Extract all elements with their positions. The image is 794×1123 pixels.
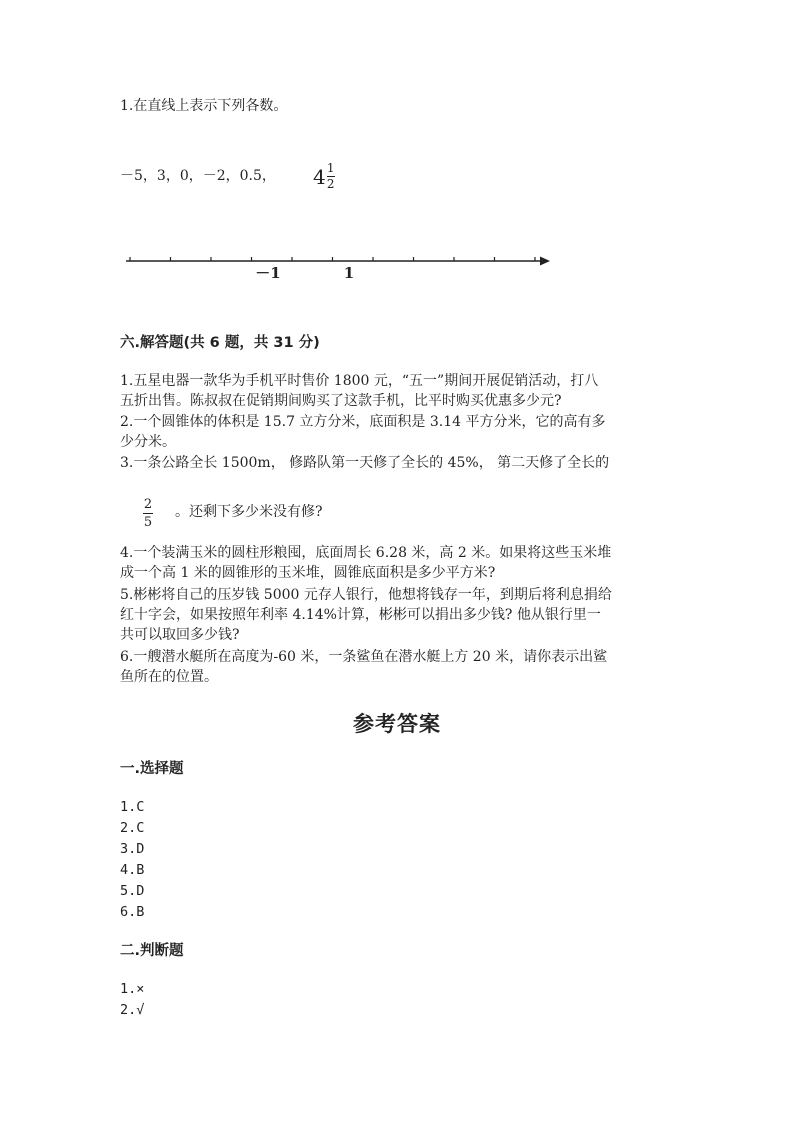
s6-q3-line1: 3.一条公路全长 1500m， 修路队第一天修了全长的 45%， 第二天修了全长的 — [120, 455, 610, 471]
axis-label-1: 1 — [343, 264, 355, 282]
answer-item: 5.D — [120, 883, 145, 899]
s6-q5-line1: 5.彬彬将自己的压岁钱 5000 元存人银行，他想将钱存一年，到期后将利息捐给 — [120, 587, 612, 603]
s6-q4-line2: 成一个高 1 米的圆锥形的玉米堆，圆锥底面积是多少平方米? — [120, 565, 496, 581]
s6-q2 — [120, 412, 606, 452]
answer-item: 1.× — [120, 981, 145, 997]
section6-heading: 六.解答题(共 6 题，共 31 分) — [120, 335, 320, 351]
s6-q1 — [120, 371, 598, 411]
s6-q6-line1: 6.一艘潜水艇所在高度为-60 米，一条鲨鱼在潜水艇上方 20 米，请你表示出鲨 — [120, 649, 608, 665]
answers-section1-heading: 一.选择题 — [120, 761, 184, 777]
number-line-arrow — [540, 257, 550, 266]
answers-title: 参考答案 — [353, 712, 441, 736]
s6-q6-line2: 鱼所在的位置。 — [120, 669, 218, 685]
axis-label-neg1: －1 — [255, 264, 281, 282]
s6-q5-line3: 共可以取回多少钱? — [120, 627, 240, 643]
mixed-denominator: 2 — [326, 177, 335, 191]
s6-q3-line2: 。还剩下多少米没有修? — [175, 504, 323, 520]
answer-item: 6.B — [120, 904, 145, 920]
q3-numerator: 2 — [143, 497, 153, 512]
mixed-whole: 4 — [313, 164, 326, 189]
answers-section2-heading: 二.判断题 — [120, 943, 184, 959]
answers-section2-list — [120, 979, 144, 1021]
s6-q6 — [120, 647, 607, 687]
answer-item: 1.C — [120, 799, 145, 815]
q1-numbers: －5，3，0，－2，0.5， — [120, 168, 276, 184]
s6-q5-line2: 红十字会，如果按照年利率 4.14%计算，彬彬可以捐出多少钱? 他从银行里一 — [120, 607, 601, 623]
mixed-numerator: 1 — [326, 161, 335, 175]
s6-q2-line1: 2.一个圆锥体的体积是 15.7 立方分米，底面积是 3.14 平方分米，它的高有多 — [120, 414, 606, 430]
s6-q1-line2: 五折出售。陈叔叔在促销期间购买了这款手机，比平时购买优惠多少元? — [120, 393, 562, 409]
answer-item: 2.√ — [120, 1002, 145, 1018]
s6-q4-line1: 4.一个装满玉米的圆柱形粮囤，底面周长 6.28 米，高 2 米。如果将这些玉米堆 — [120, 545, 612, 561]
s6-q1-line1: 1.五星电器一款华为手机平时售价 1800 元，“五一”期间开展促销活动，打八 — [120, 373, 599, 389]
q3-denominator: 5 — [143, 515, 153, 530]
answer-item: 4.B — [120, 862, 145, 878]
s6-q5 — [120, 585, 612, 645]
number-line — [0, 0, 794, 300]
answers-section1-list — [120, 797, 144, 923]
q1-prompt: 1.在直线上表示下列各数。 — [120, 98, 288, 114]
answer-item: 2.C — [120, 820, 145, 836]
s6-q4 — [120, 543, 611, 583]
s6-q2-line2: 少分米。 — [120, 434, 176, 450]
s6-q3-fraction — [143, 497, 153, 530]
answer-item: 3.D — [120, 841, 145, 857]
